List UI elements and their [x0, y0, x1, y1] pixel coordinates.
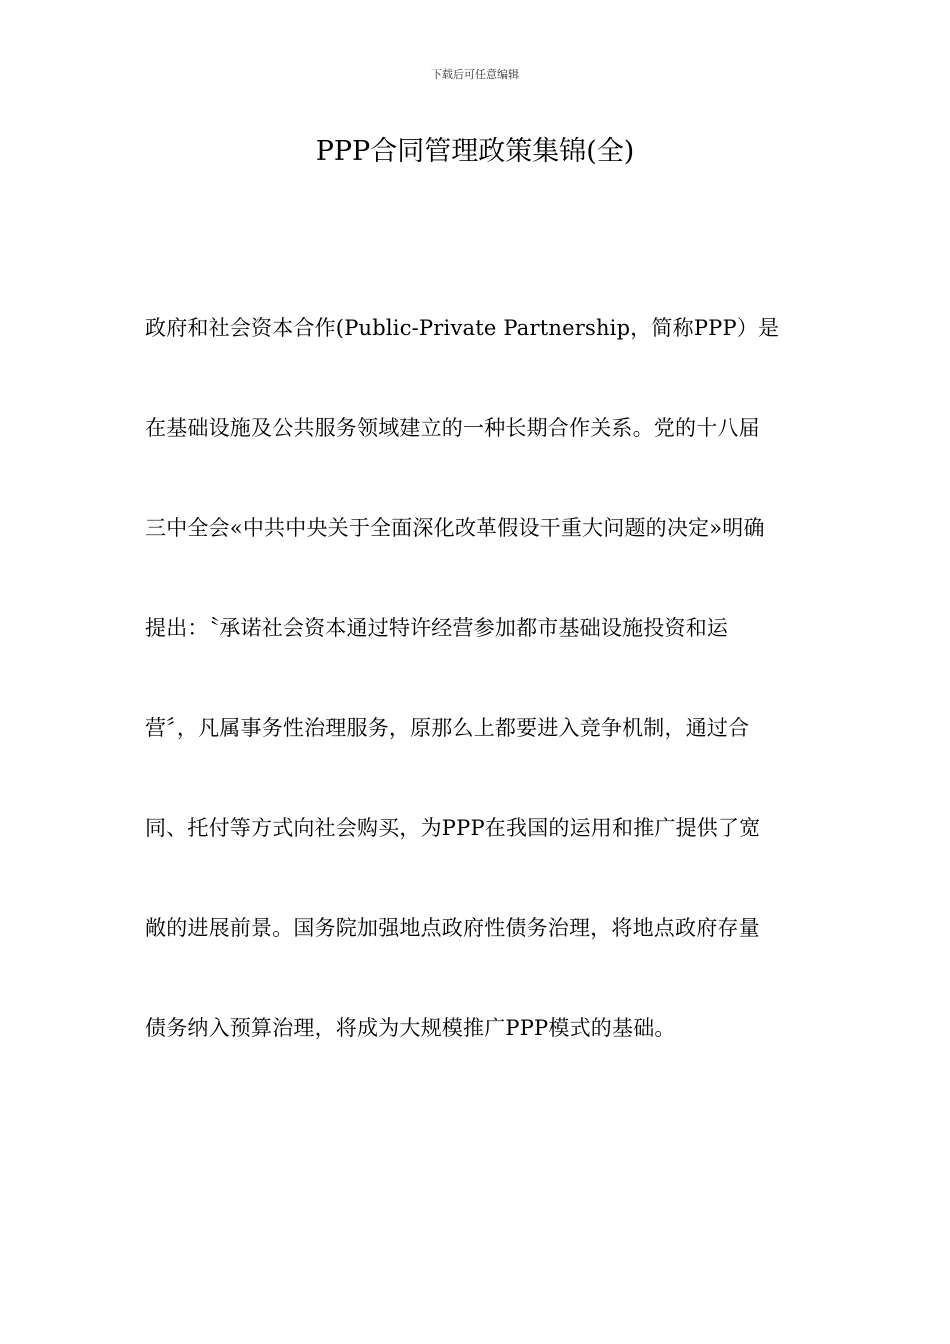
body-paragraph: [145, 306, 815, 1106]
header-note: 下载后可任意编辑: [431, 68, 519, 81]
body-line-1: 政府和社会资本合作(Public-Private Partnership，简称PPP）是: [145, 316, 780, 340]
body-line-5: 营〞，凡属事务性治理服务，原那么上都要进入竞争机制，通过合: [145, 716, 750, 740]
body-line-6: 同、托付等方式向社会购买，为PPP在我国的运用和推广提供了宽: [145, 816, 761, 840]
body-line-7: 敞的进展前景。国务院加强地点政府性债务治理，将地点政府存量: [145, 916, 760, 940]
body-line-2: 在基础设施及公共服务领域建立的一种长期合作关系。党的十八届: [145, 416, 760, 440]
body-line-3: 三中全会«中共中央关于全面深化改革假设干重大问题的决定»明确: [145, 516, 765, 540]
body-line-4: 提出：〝承诺社会资本通过特许经营参加都市基础设施投资和运: [145, 616, 729, 640]
body-line-8: 债务纳入预算治理，将成为大规模推广PPP模式的基础。: [145, 1016, 676, 1040]
document-title: PPP合同管理政策集锦(全): [315, 136, 635, 167]
